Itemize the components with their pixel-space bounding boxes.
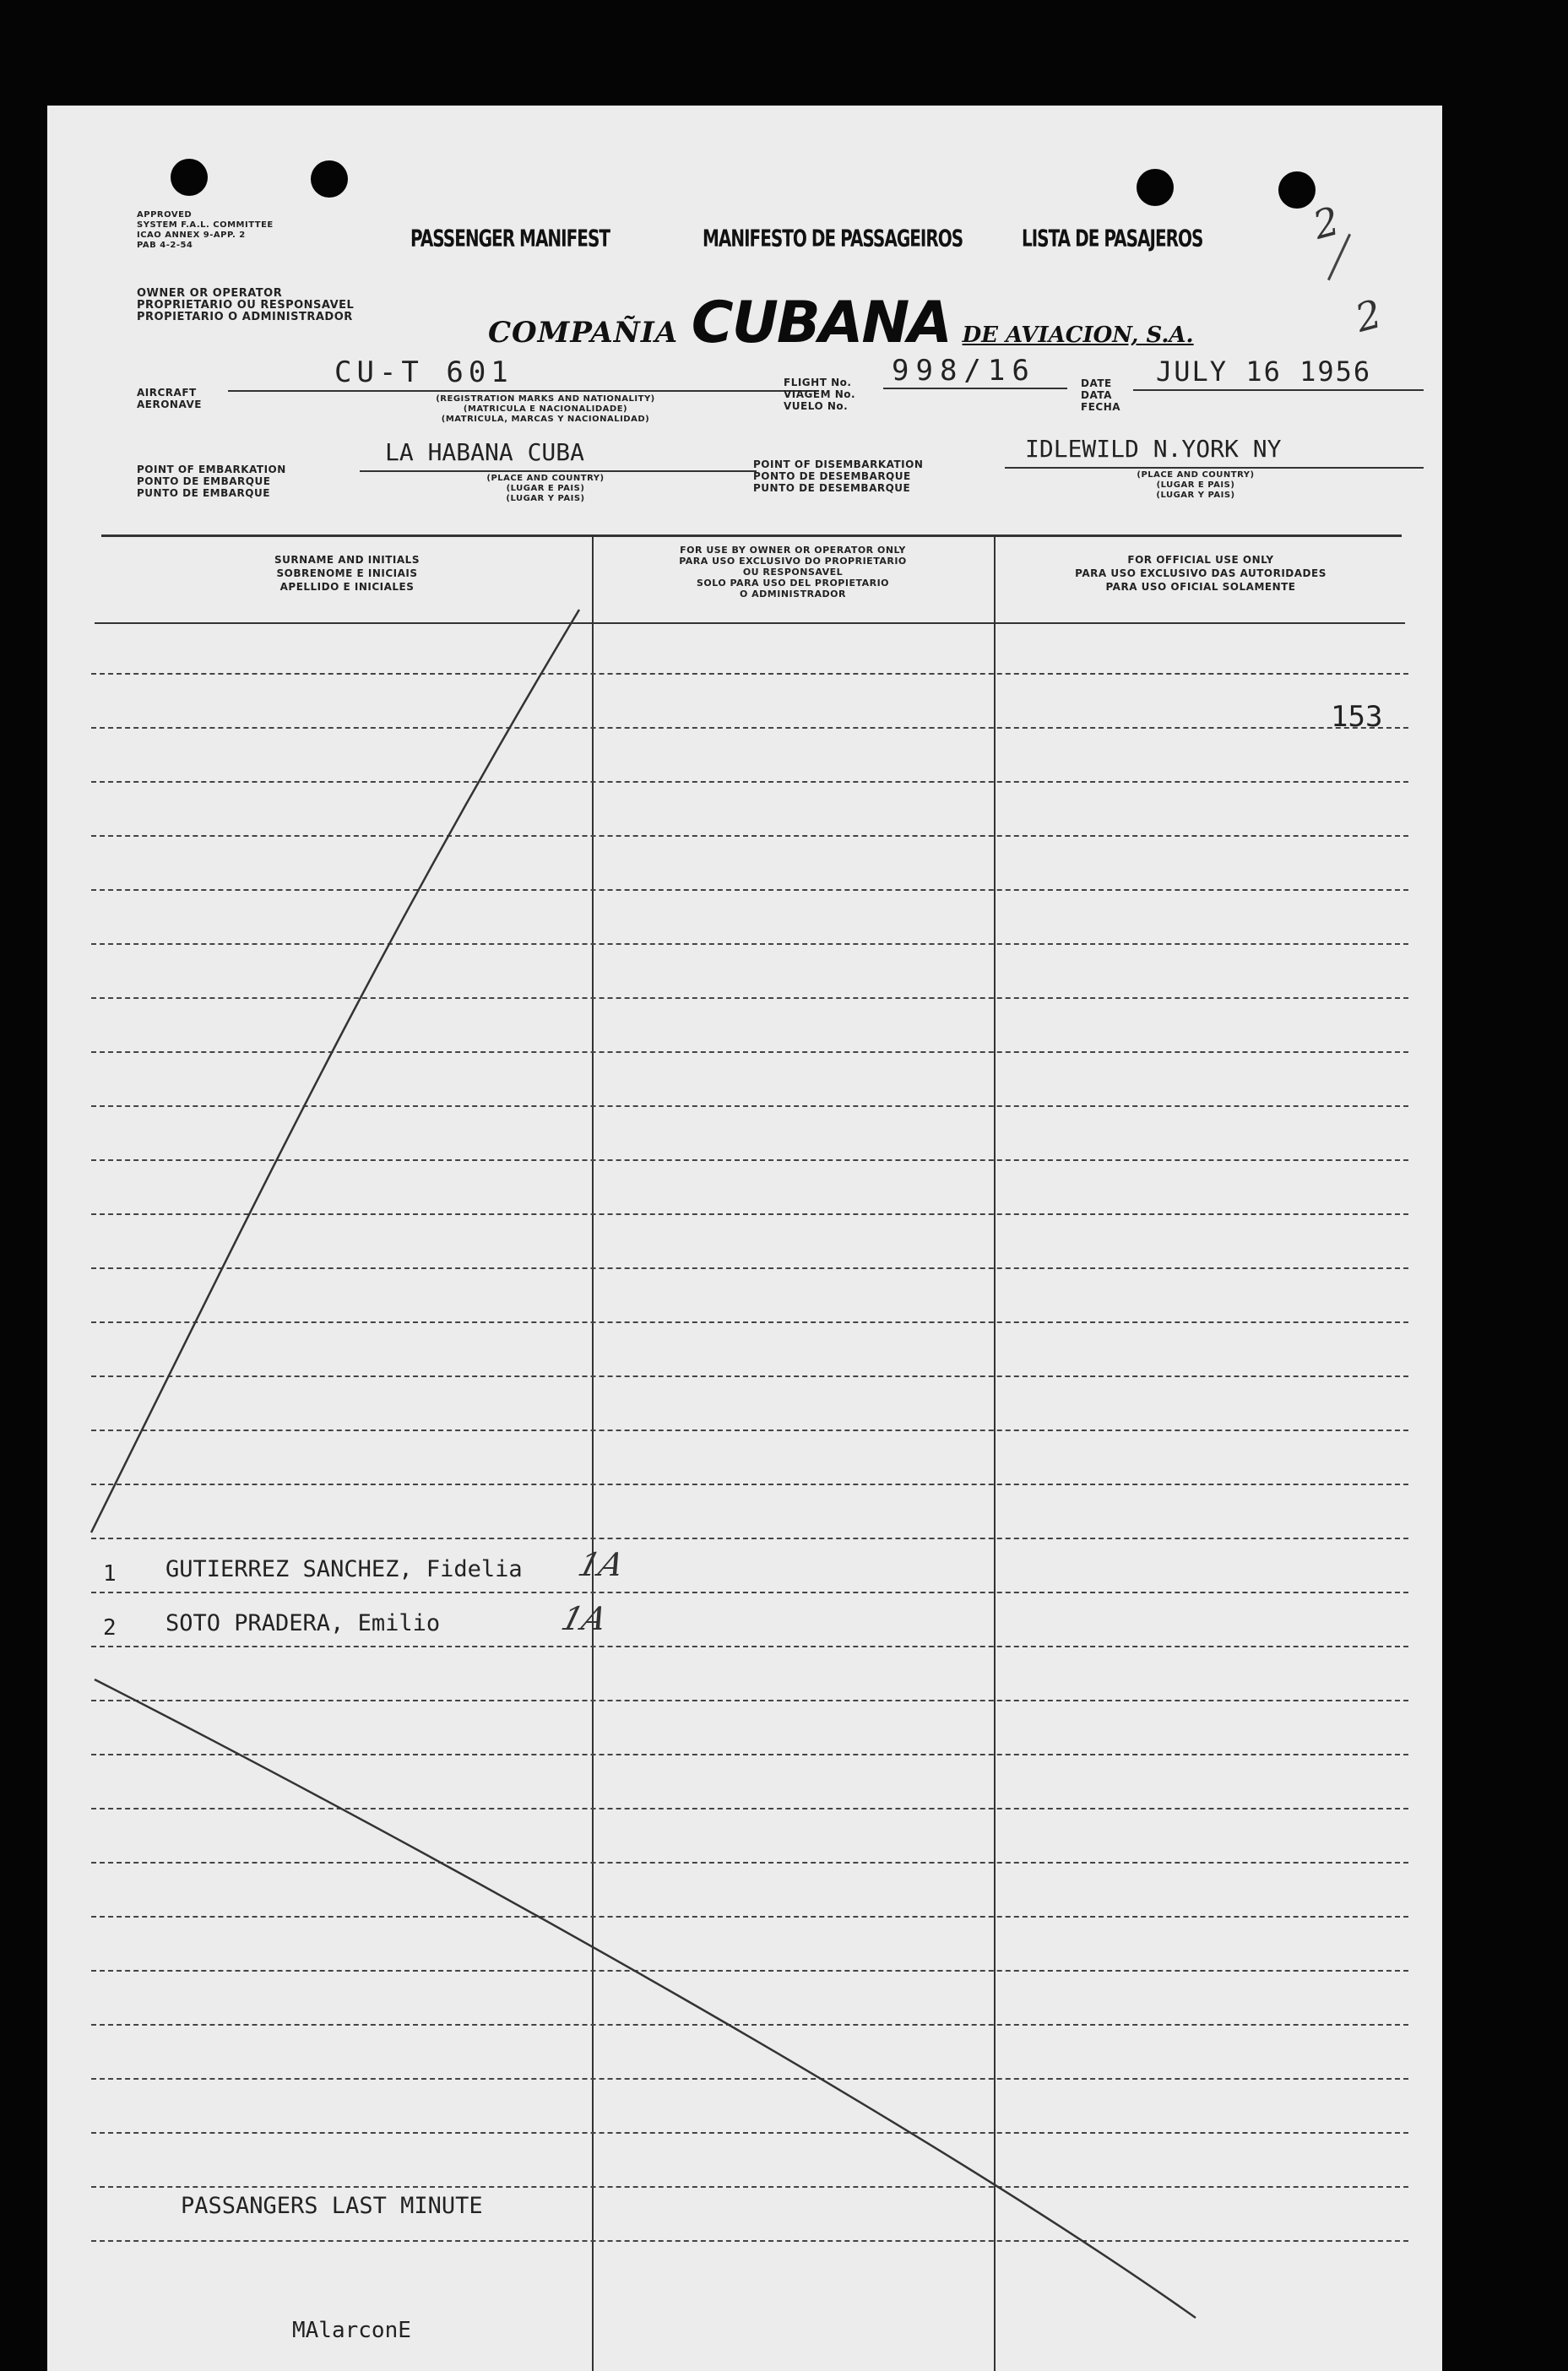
title-spanish: LISTA DE PASAJEROS	[1022, 224, 1203, 252]
handwritten-page-number: 2	[1308, 198, 1344, 248]
column-header-name: SURNAME AND INITIALS SOBRENOME E INICIAIS APELLIDO E INICIALES	[274, 554, 420, 593]
passenger-name: SOTO PRADERA, Emilio	[165, 1610, 441, 1636]
company-name-main: CUBANA	[691, 290, 951, 356]
passenger-check-mark: 1A	[557, 1600, 611, 1637]
passenger-row-number: 2	[103, 1615, 117, 1641]
owner-operator-label: OWNER OR OPERATOR PROPRIETARIO OU RESPONSAVEL PROPIETARIO O ADMINISTRADOR	[137, 287, 355, 323]
flight-number: 998/16	[892, 354, 1036, 388]
passenger-row-number: 1	[103, 1561, 117, 1587]
date-label: DATE DATA FECHA	[1081, 377, 1121, 413]
approval-block: APPROVED SYSTEM F.A.L. COMMITTEE ICAO ANNEX 9-APP. 2 PAB 4-2-54	[137, 210, 274, 250]
title-english: PASSENGER MANIFEST	[410, 224, 610, 252]
company-name-prefix: COMPAÑIA	[488, 316, 679, 350]
disembarkation-point: IDLEWILD N.YORK NY	[1025, 435, 1282, 463]
passenger-check-mark: 1A	[574, 1546, 628, 1583]
passenger-name: GUTIERREZ SANCHEZ, Fidelia	[165, 1556, 523, 1582]
official-count: 153	[1331, 700, 1383, 734]
aircraft-registration: CU-T 601	[334, 355, 513, 389]
aircraft-label: AIRCRAFT AERONAVE	[137, 387, 202, 410]
cancellation-strokes	[47, 106, 1442, 2371]
column-header-official: FOR OFFICIAL USE ONLY PARA USO EXCLUSIVO DAS AUTORIDADES PARA USO OFICIAL SOLAMENTE	[1075, 554, 1327, 593]
handwritten-page-total: 2	[1350, 290, 1386, 341]
manifest-sheet	[47, 106, 1442, 2371]
title-portuguese: MANIFESTO DE PASSAGEIROS	[703, 224, 963, 252]
company-name-suffix: DE AVIACION, S.A.	[962, 323, 1194, 348]
footer-note: PASSANGERS LAST MINUTE	[181, 2193, 483, 2219]
embarkation-point: LA HABANA CUBA	[385, 438, 585, 466]
embarkation-caption: (PLACE AND COUNTRY) (LUGAR E PAIS) (LUGAR Y PAIS)	[486, 474, 605, 503]
disembarkation-label: POINT OF DISEMBARKATION PONTO DE DESEMBARQUE PUNTO DE DESEMBARQUE	[753, 458, 924, 494]
disembarkation-caption: (PLACE AND COUNTRY) (LUGAR E PAIS) (LUGAR Y PAIS)	[1137, 470, 1255, 500]
lower-diagonal-stroke	[95, 1679, 1196, 2318]
operator-signature: MAlarconE	[292, 2318, 411, 2343]
upper-diagonal-stroke	[91, 610, 579, 1533]
embarkation-label: POINT OF EMBARKATION PONTO DE EMBARQUE PUNTO DE EMBARQUE	[137, 464, 286, 499]
aircraft-caption: (REGISTRATION MARKS AND NATIONALITY) (MATRICULA E NACIONALIDADE) (MATRICULA, MARCAS Y NACIONALIDAD)	[436, 394, 655, 424]
column-header-operator: FOR USE BY OWNER OR OPERATOR ONLY PARA USO EXCLUSIVO DO PROPRIETARIO OU RESPONSAVEL SOLO PARA USO DEL PROPIETARIO O ADMINISTRADOR	[679, 545, 907, 600]
flight-date: JULY 16 1956	[1156, 355, 1372, 388]
flight-label: FLIGHT No. VIAGEM No. VUELO No.	[784, 377, 856, 412]
